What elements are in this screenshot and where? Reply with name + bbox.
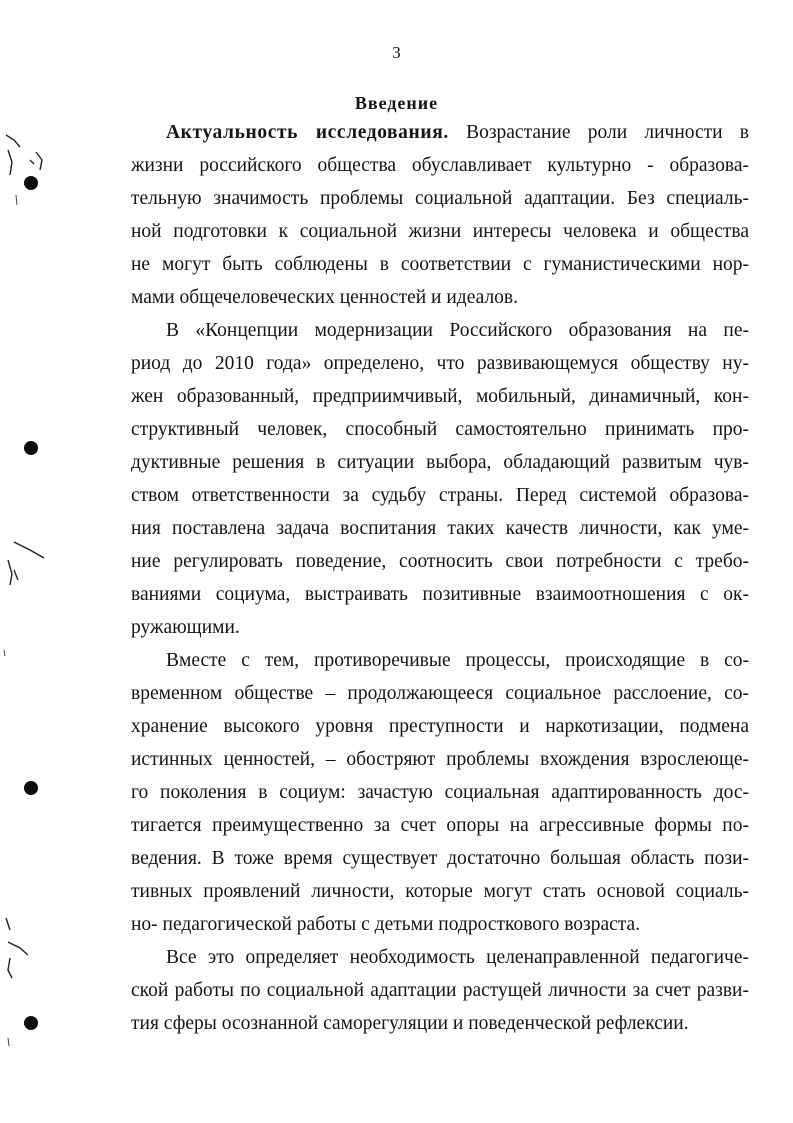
- scribble-mark: [8, 542, 44, 585]
- text-line: тигается преимущественно за счет опоры на агрессивные формы по-: [131, 815, 749, 836]
- text-line: мами общечеловеческих ценностей и идеалов.: [131, 287, 519, 308]
- text-line: В «Концепции модернизации Российского образования на пе-: [166, 320, 749, 341]
- scan-artifact-marks: [0, 0, 70, 1123]
- text-line: ваниями социума, выстраивать позитивные взаимоотношения с ок-: [131, 584, 749, 605]
- text-line: дуктивные решения в ситуации выбора, обладающий развитым чув-: [131, 452, 749, 473]
- text-line: структивный человек, способный самостоятельно принимать про-: [131, 419, 749, 440]
- text-line: но- педагогической работы с детьми подросткового возраста.: [131, 914, 641, 935]
- text-line: ной подготовки к социальной жизни интересы человека и общества: [131, 221, 749, 242]
- text-line: риод до 2010 года» определено, что развивающемуся обществу нy-: [131, 353, 749, 374]
- text-line: тия сферы осознанной саморегуляции и поведенческой рефлексии.: [131, 1013, 689, 1034]
- text-line: жизни российского общества обуславливает культурно - образова-: [131, 155, 749, 176]
- text-line: Все это определяет необходимость целенаправленной педагогиче-: [166, 947, 749, 968]
- text-line: ния поставлена задача воспитания таких качеств личности, как уме-: [131, 518, 749, 539]
- scribble-mark: [6, 918, 28, 978]
- lead-phrase: Актуальность исследования.: [166, 122, 449, 143]
- text-line: жен образованный, предприимчивый, мобильный, динамичный, кон-: [131, 386, 749, 407]
- text-line: Вместе с тем, противоречивые процессы, происходящие в со-: [166, 650, 749, 671]
- text-line: ружающими.: [131, 617, 240, 638]
- text-fragment: Возрастание роли личности в: [466, 122, 750, 143]
- text-line: ведения. В тоже время существует достаточно большая область пози-: [131, 848, 749, 869]
- text-line: ской работы по социальной адаптации растущей личности за счет разви-: [131, 980, 749, 1001]
- scribble-mark: [6, 135, 42, 175]
- page-number: 3: [392, 43, 401, 62]
- text-line: временном обществе – продолжающееся социальное расслоение, со-: [131, 683, 749, 704]
- text-line: тивных проявлений личности, которые могут стать основой социаль-: [131, 881, 749, 902]
- text-line: истинных ценностей, – обостряют проблемы вхождения взрослеюще-: [131, 749, 749, 770]
- text-line: тельную значимость проблемы социальной адаптации. Без специаль-: [131, 188, 749, 209]
- text-line: го поколения в социум: зачастую социальная адаптированность дос-: [131, 782, 749, 803]
- text-line: ние регулировать поведение, соотносить свои потребности с требо-: [131, 551, 749, 572]
- text-line: не могут быть соблюдены в соответствии с гуманистическими нор-: [131, 254, 749, 275]
- text-line: [166, 118, 749, 148]
- text-line: ством ответственности за судьбу страны. Перед системой образова-: [131, 485, 749, 506]
- text-line: хранение высокого уровня преступности и наркотизации, подмена: [131, 716, 749, 737]
- section-heading: Введение: [354, 93, 439, 113]
